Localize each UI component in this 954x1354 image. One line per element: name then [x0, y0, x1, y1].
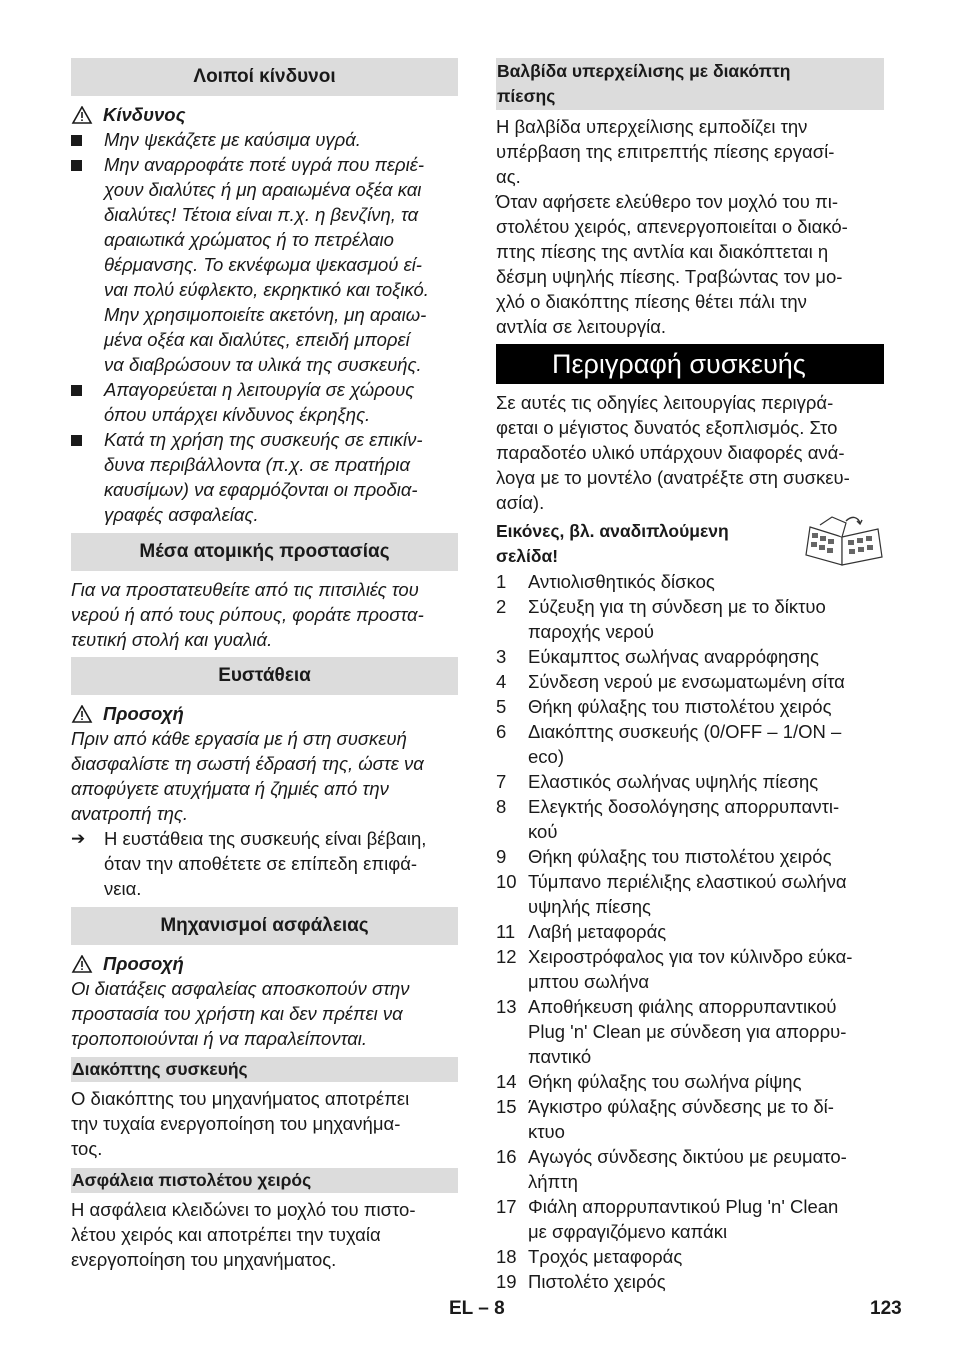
list-item [496, 769, 884, 794]
page-number: 123 [870, 1298, 902, 1319]
danger-warning [71, 102, 458, 127]
bullet-icon [71, 435, 82, 446]
item-number: 1 [496, 571, 507, 592]
bullet-item [71, 377, 458, 427]
bullet-icon [71, 160, 82, 171]
parts-list [496, 569, 884, 1294]
bullet-item [71, 152, 458, 377]
footer-language: EL [449, 1298, 473, 1319]
list-item [496, 1269, 884, 1294]
bullet-item [71, 427, 458, 527]
item-number: 3 [496, 646, 507, 667]
subsection-header-trigger-gun-safety: Ασφάλεια πιστολέτου χειρός [71, 1168, 458, 1193]
item-number: 10 [496, 871, 517, 892]
section-header-residual-risks: Λοιποί κίνδυνοι [71, 58, 458, 96]
paragraph: Οι διατάξεις ασφαλείας αποσκοπούν στην προστασία του χρήστη και δεν πρέπει να τροποποιούνται ή να παραλείπονται. [71, 978, 410, 1049]
item-number: 18 [496, 1246, 517, 1267]
item-number: 12 [496, 946, 517, 967]
item-text: Φιάλη απορρυπαντικού Plug 'n' Clean με σφραγιζόμενο καπάκι [528, 1196, 839, 1242]
item-text: Ελεγκτής δοσολόγησης απορρυπαντι- κού [528, 796, 840, 842]
section-title-device-description: Περιγραφή συσκευής [496, 344, 884, 384]
bullet-item [71, 127, 458, 152]
warning-icon [71, 955, 93, 973]
list-item [496, 1144, 884, 1194]
item-number: 9 [496, 846, 507, 867]
warning-label: Προσοχή [103, 703, 184, 724]
list-item [496, 944, 884, 994]
instruction-item [71, 826, 458, 901]
list-item [496, 644, 884, 669]
left-column [71, 58, 458, 1272]
item-text: Αποθήκευση φιάλης απορρυπαντικού Plug 'n' Clean με σύνδεση για απορρυ- παντικό [528, 996, 847, 1067]
list-item [496, 594, 884, 644]
footer-local-page: – 8 [478, 1298, 505, 1319]
item-number: 2 [496, 596, 507, 617]
instruction-text: Η ευστάθεια της συσκευής είναι βέβαιη, όταν την αποθέτετε σε επίπεδη επιφά- νεια. [104, 828, 427, 899]
arrow-right-icon: ➔ [71, 829, 86, 848]
item-text: Διακόπτης συσκευής (0/OFF – 1/ON – eco) [528, 721, 842, 767]
paragraph: Όταν αφήσετε ελεύθερο τον μοχλό του πι- στολέτου χειρός, απενεργοποιείται ο διακό- πτης πίεσης της αντλία και διακόπτεται η δέσμη υψηλής πίεσης. Τραβώντας τον μο- χλό ο διακόπτης πίεσης θέτει πάλι την αντλία σε λειτουργία. [496, 191, 848, 337]
item-number: 8 [496, 796, 507, 817]
paragraph: Η βαλβίδα υπερχείλισης εμποδίζει την υπέρβαση της επιτρεπτής πίεσης εργασί- ας. [496, 116, 835, 187]
list-item [496, 869, 884, 919]
footer-section [449, 1298, 505, 1320]
item-text: Πιστολέτο χειρός [528, 1271, 666, 1292]
list-item [496, 569, 884, 594]
list-item [496, 719, 884, 769]
list-item [496, 1069, 884, 1094]
caution-warning [71, 701, 458, 726]
list-item [496, 669, 884, 694]
list-item [496, 844, 884, 869]
warning-label: Κίνδυνος [103, 104, 186, 125]
item-text: Τροχός μεταφοράς [528, 1246, 683, 1267]
figures-note [496, 519, 884, 569]
list-item [496, 694, 884, 719]
warning-label: Προσοχή [103, 953, 184, 974]
subsection-header-device-switch: Διακόπτης συσκευής [71, 1057, 458, 1082]
bullet-icon [71, 135, 82, 146]
item-number: 13 [496, 996, 517, 1017]
warning-icon [71, 705, 93, 723]
section-header-stability: Ευστάθεια [71, 657, 458, 695]
bullet-text: Μην αναρροφάτε ποτέ υγρά που περιέ- χουν διαλύτες ή μη αραιωμένα οξέα και διαλύτες! Τέτοια είναι π.χ. η βενζίνη, τα αραιωτικά χρώματος ή το πετρέλαιο θέρμανσης. Το εκνέφωμα ψεκασμού εί- ναι πολύ εύφλεκτο, εκρηκτικό και τοξικό. Μην χρησιμοποιείτε ακετόνη, μη αραιω- μένα οξέα και διαλύτες, επειδή μπορεί να διαβρώσουν τα υλικά της συσκευής. [104, 154, 429, 375]
paragraph: Ο διακόπτης του μηχανήματος αποτρέπει την τυχαία ενεργοποίηση του μηχανήμα- τος. [71, 1088, 410, 1159]
paragraph: Για να προστατευθείτε από τις πιτσιλιές του νερού ή από τους ρύπους, φοράτε προστα- τευτική στολή και γυαλιά. [71, 579, 424, 650]
item-text: Άγκιστρο φύλαξης σύνδεσης με το δί- κτυο [528, 1096, 834, 1142]
item-text: Σύζευξη για τη σύνδεση με το δίκτυο παροχής νερού [528, 596, 826, 642]
item-number: 16 [496, 1146, 517, 1167]
paragraph: Σε αυτές τις οδηγίες λειτουργίας περιγρά- φεται ο μέγιστος δυνατός εξοπλισμός. Στο παραδοτέο υλικό υπάρχουν διαφορές ανά- λογα με το μοντέλο (ανατρέξτε στη συσκευ- ασία). [496, 392, 850, 513]
list-item [496, 919, 884, 944]
item-number: 5 [496, 696, 507, 717]
section-header-protective-equipment: Μέσα ατομικής προστασίας [71, 533, 458, 571]
foldout-book-icon [802, 515, 884, 567]
list-item [496, 1194, 884, 1244]
item-text: Θήκη φύλαξης του πιστολέτου χειρός [528, 846, 832, 867]
item-text: Λαβή μεταφοράς [528, 921, 667, 942]
item-text: Θήκη φύλαξης του πιστολέτου χειρός [528, 696, 832, 717]
item-number: 17 [496, 1196, 517, 1217]
item-number: 14 [496, 1071, 517, 1092]
list-item [496, 794, 884, 844]
item-text: Σύνδεση νερού με ενσωματωμένη σίτα [528, 671, 845, 692]
item-text: Τύμπανο περιέλιξης ελαστικού σωλήνα υψηλής πίεσης [528, 871, 847, 917]
right-column [496, 58, 884, 1294]
item-text: Θήκη φύλαξης του σωλήνα ρίψης [528, 1071, 802, 1092]
item-number: 15 [496, 1096, 517, 1117]
figures-note-text: Εικόνες, βλ. αναδιπλούμενη σελίδα! [496, 521, 729, 566]
item-number: 6 [496, 721, 507, 742]
paragraph: Πριν από κάθε εργασία με ή στη συσκευή διασφαλίστε τη σωστή έδρασή της, ώστε να αποφύγετε ατυχήματα ή ζημιές από την ανατροπή της. [71, 728, 424, 824]
item-text: Αντιολισθητικός δίσκος [528, 571, 715, 592]
item-number: 4 [496, 671, 507, 692]
item-text: Αγωγός σύνδεσης δικτύου με ρευματο- λήπτη [528, 1146, 847, 1192]
section-header-safety-devices: Μηχανισμοί ασφάλειας [71, 907, 458, 945]
item-text: Ελαστικός σωλήνας υψηλής πίεσης [528, 771, 819, 792]
subsection-header-overflow-valve: Βαλβίδα υπερχείλισης με διακόπτη πίεσης [496, 58, 884, 110]
list-item [496, 1244, 884, 1269]
warning-icon [71, 106, 93, 124]
item-number: 19 [496, 1271, 517, 1292]
bullet-text: Μην ψεκάζετε με καύσιμα υγρά. [104, 129, 361, 150]
item-text: Χειροστρόφαλος για τον κύλινδρο εύκα- μπτου σωλήνα [528, 946, 853, 992]
caution-warning [71, 951, 458, 976]
bullet-text: Κατά τη χρήση της συσκευής σε επικίν- δυνα περιβάλλοντα (π.χ. σε πρατήρια καυσίμων) να εφαρμόζονται οι προδια- γραφές ασφαλείας. [104, 429, 423, 525]
item-number: 11 [496, 921, 516, 942]
item-number: 7 [496, 771, 507, 792]
bullet-icon [71, 385, 82, 396]
paragraph: Η ασφάλεια κλειδώνει το μοχλό του πιστο- λέτου χειρός και αποτρέπει την τυχαία ενεργοποίηση του μηχανήματος. [71, 1199, 416, 1270]
list-item [496, 994, 884, 1069]
list-item [496, 1094, 884, 1144]
item-text: Εύκαμπτος σωλήνας αναρρόφησης [528, 646, 819, 667]
bullet-text: Απαγορεύεται η λειτουργία σε χώρους όπου υπάρχει κίνδυνος έκρηξης. [104, 379, 415, 425]
